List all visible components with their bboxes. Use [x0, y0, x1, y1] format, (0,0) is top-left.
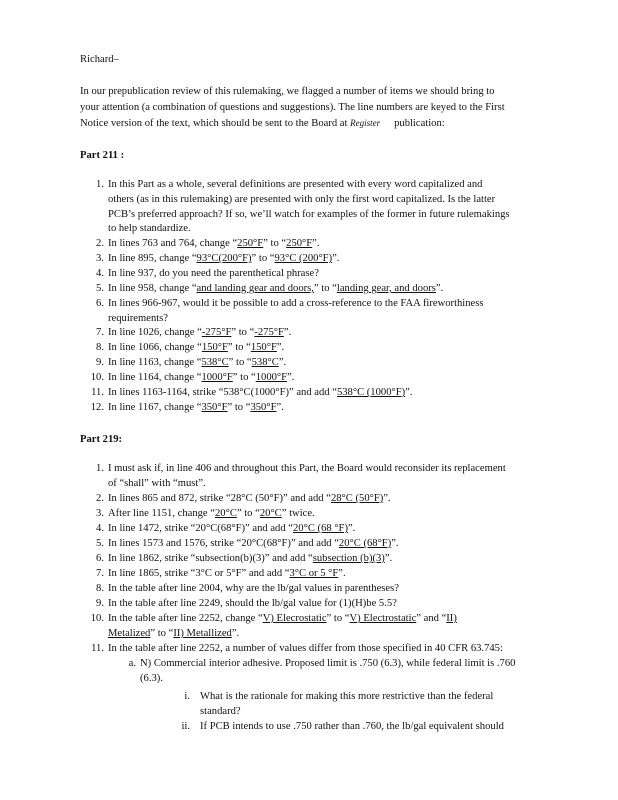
- list-item: In line 1472, strike “20°C(68°F)” and add “20°C (68 °F)”.: [108, 523, 356, 534]
- list-item: In lines 966-967, would it be possible to add a cross-reference to the FAA fireworthiness: [108, 298, 484, 309]
- list-item-cont: PCB’s preferred approach? If so, we’ll watch for examples of the former in future rulemakings: [108, 209, 510, 220]
- list-item: In lines 865 and 872, strike “28°C (50°F)” and add “28°C (50°F)”.: [108, 493, 391, 504]
- item-number: 1.: [96, 179, 104, 190]
- item-number: 5.: [96, 283, 104, 294]
- greeting: Richard–: [80, 54, 119, 65]
- item-number: 11.: [91, 643, 104, 654]
- intro-line-1: In our prepublication review of this rulemaking, we flagged a number of items we should bring to: [80, 86, 495, 97]
- list-item: In line 1164, change “1000°F” to “1000°F”.: [108, 372, 295, 383]
- item-number: 9.: [96, 598, 104, 609]
- item-number: 5.: [96, 538, 104, 549]
- list-item: In line 1163, change “538°C” to “538°C”.: [108, 357, 287, 368]
- list-item: In line 1865, strike “3°C or 5°F” and add “3°C or 5 °F”.: [108, 568, 346, 579]
- list-item: In lines 1163-1164, strike “538°C(1000°F)” and add “538°C (1000°F)”.: [108, 387, 413, 398]
- list-item: In the table after line 2252, change “V) Elecrostatic” to “V) Electrostatic” and “II): [108, 613, 457, 624]
- list-item: In the table after line 2004, why are the lb/gal values in parentheses?: [108, 583, 399, 594]
- item-number: 10.: [90, 372, 104, 383]
- intro-line-3: Notice version of the text, which should be sent to the Board at Register publication:: [80, 118, 445, 129]
- list-item: In line 958, change “and landing gear and doors,” to “landing gear, and doors”.: [108, 283, 444, 294]
- item-number: 7.: [96, 327, 104, 338]
- list-item-cont: of “shall” with “must”.: [108, 478, 206, 489]
- item-number: 2.: [96, 238, 104, 249]
- item-number: 6.: [96, 298, 104, 309]
- item-number: 1.: [96, 463, 104, 474]
- sub-sub-item: What is the rationale for making this more restrictive than the federal: [200, 691, 494, 702]
- item-number: 4.: [96, 268, 104, 279]
- list-item-cont: to help standardize.: [108, 223, 191, 234]
- list-item: In line 1167, change “350°F” to “350°F”.: [108, 402, 284, 413]
- item-number: 10.: [90, 613, 104, 624]
- part-219-heading: Part 219:: [80, 434, 123, 445]
- item-number: 9.: [96, 357, 104, 368]
- item-number: 6.: [96, 553, 104, 564]
- intro-line-2: your attention (a combination of questions and suggestions). The line numbers are keyed to the First: [80, 102, 505, 113]
- list-item: I must ask if, in line 406 and throughout this Part, the Board would reconsider its replacement: [108, 463, 506, 474]
- register-italic: Register: [350, 118, 381, 128]
- sub-item-label: a.: [128, 658, 136, 669]
- item-number: 8.: [96, 583, 104, 594]
- part-211-heading: Part 211 :: [80, 150, 125, 161]
- list-item: In the table after line 2252, a number of values differ from those specified in 40 CFR 63.745:: [108, 643, 503, 654]
- list-item: In line 895, change “93°C(200°F)” to “93°C (200°F)”.: [108, 253, 340, 264]
- list-item: In line 937, do you need the parenthetical phrase?: [108, 268, 319, 279]
- item-number: 4.: [96, 523, 104, 534]
- list-item: In this Part as a whole, several definitions are presented with every word capitalized and: [108, 179, 483, 190]
- list-item-cont: others (as in this rulemaking) are presented with only the first word capitalized. Is the latter: [108, 194, 496, 205]
- list-item: In the table after line 2249, should the lb/gal value for (1)(H)be 5.5?: [108, 598, 397, 609]
- item-number: 8.: [96, 342, 104, 353]
- item-number: 12.: [90, 402, 104, 413]
- sub-item: N) Commercial interior adhesive. Proposed limit is .750 (6.3), while federal limit is .760: [140, 658, 516, 669]
- list-item: In line 1026, change “-275°F” to “-275°F”.: [108, 327, 292, 338]
- sub-sub-item-label: i.: [184, 691, 190, 702]
- list-item: In lines 1573 and 1576, strike “20°C(68°F)” and add “20°C (68°F)”.: [108, 538, 399, 549]
- item-number: 2.: [96, 493, 104, 504]
- list-item: In line 1066, change “150°F” to “150°F”.: [108, 342, 285, 353]
- list-item: In line 1862, strike “subsection(b)(3)” and add “subsection (b)(3)”.: [108, 553, 393, 564]
- sub-item-cont: (6.3).: [140, 673, 163, 684]
- sub-sub-item: If PCB intends to use .750 rather than .760, the lb/gal equivalent should: [200, 721, 504, 732]
- list-item-cont: Metalized” to “II) Metallized”.: [108, 628, 240, 639]
- item-number: 11.: [91, 387, 104, 398]
- item-number: 3.: [96, 253, 104, 264]
- sub-sub-item-label: ii.: [181, 721, 190, 732]
- item-number: 3.: [96, 508, 104, 519]
- sub-sub-item-cont: standard?: [200, 706, 241, 717]
- list-item-cont: requirements?: [108, 313, 169, 324]
- item-number: 7.: [96, 568, 104, 579]
- list-item: After line 1151, change “20°C” to “20°C” twice.: [108, 508, 315, 519]
- list-item: In lines 763 and 764, change “250°F” to “250°F”.: [108, 238, 320, 249]
